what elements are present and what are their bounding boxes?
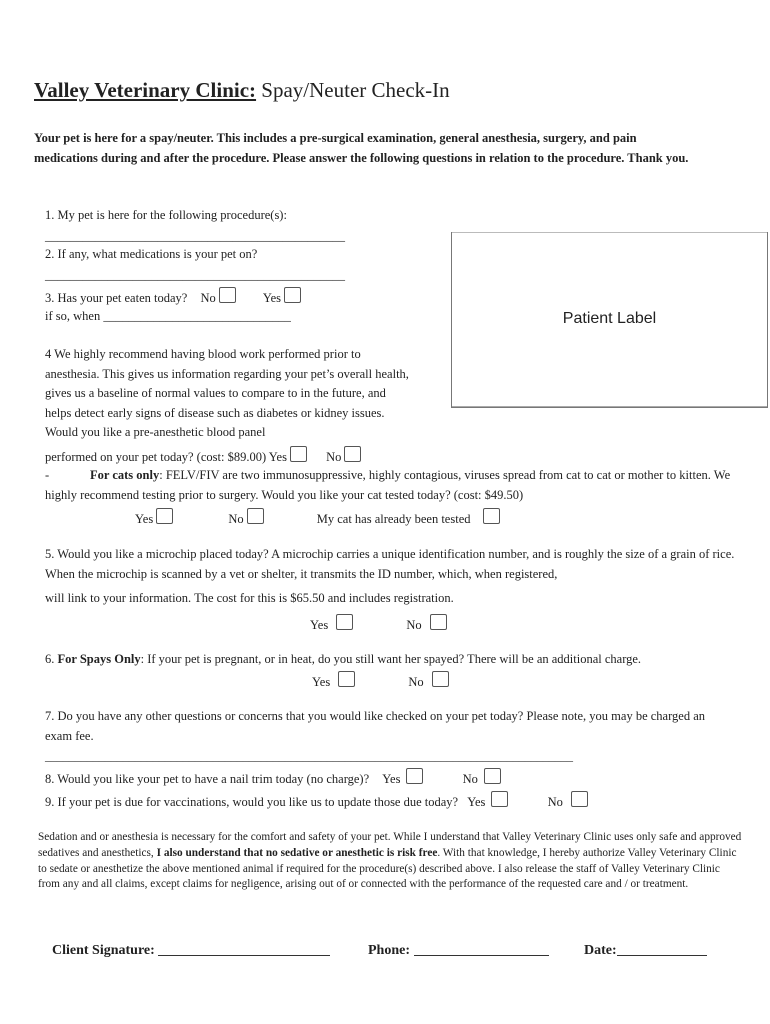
q9-row xyxy=(45,791,588,813)
sedation-text-1: Sedation and or anesthesia is necessary for the comfort and safety of your pet. While I understand that Valley Veterinary Clinic uses only safe and approved sedatives and anesthetics, xyxy=(38,831,742,859)
q6-options xyxy=(312,671,449,693)
q2-text: 2. If any, what medications is your pet on? xyxy=(45,247,258,261)
q7-answer-line[interactable]: ________________________________________________________________________________________ xyxy=(45,749,573,763)
q3-row xyxy=(45,287,301,309)
date-field[interactable] xyxy=(617,941,707,956)
q6-yes-checkbox[interactable] xyxy=(338,671,355,687)
q6-no-label: No xyxy=(408,675,424,689)
patient-label-box xyxy=(451,232,768,408)
q6-no-checkbox[interactable] xyxy=(432,671,449,687)
q3-yes-checkbox[interactable] xyxy=(284,287,301,303)
cats-dash: - xyxy=(45,468,50,482)
q3-yes-label: Yes xyxy=(262,291,282,305)
q9-text: 9. If your pet is due for vaccinations, would you like us to update those due today? xyxy=(45,795,459,809)
q4-yes-checkbox[interactable] xyxy=(290,446,307,462)
cats-tested-label: My cat has already been tested xyxy=(316,512,471,526)
q8-no-label: No xyxy=(462,772,478,786)
q5-text-cont: will link to your information. The cost for this is $65.50 and includes registration. xyxy=(45,591,454,605)
q5-options xyxy=(310,614,447,636)
cats-test-row xyxy=(135,508,500,530)
q3-no-checkbox[interactable] xyxy=(219,287,236,303)
cats-only-paragraph xyxy=(45,466,745,505)
q8-row xyxy=(45,768,501,790)
phone-label: Phone: xyxy=(368,943,410,958)
cats-yes-checkbox[interactable] xyxy=(156,508,173,524)
q8-no-checkbox[interactable] xyxy=(484,768,501,784)
q3-when-line[interactable]: if so, when ______________________________ xyxy=(45,309,291,323)
cats-tested-checkbox[interactable] xyxy=(483,508,500,524)
client-signature xyxy=(52,941,330,959)
sedation-text-2: . With that knowledge, I hereby authorize Valley Veterinary Clinic to sedate or anesthetize the above mentioned animal if required for the procedure(s) described above. I also release the staff of Valley Veterinary Clinic from any and all claims, except claims for negligence, arising out of or connected with the performance of the requested care and / or treatment. xyxy=(38,846,737,891)
phone-field[interactable] xyxy=(414,941,549,956)
q9-no-label: No xyxy=(547,795,563,809)
cats-only-label: For cats only xyxy=(90,468,160,482)
q4-text: 4 We highly recommend having blood work performed prior to anesthesia. This gives us information regarding your pet’s overall health, gives us a baseline of normal values to compare to in the future, and helps detect early signs of disease such as diabetes or kidney issues. Would you like a pre-anesthetic blood panel xyxy=(45,347,409,439)
q4-cost-text: performed on your pet today? (cost: $89.00) Yes xyxy=(45,450,287,464)
q4-no-label: No xyxy=(326,450,342,464)
q5-no-checkbox[interactable] xyxy=(430,614,447,630)
date xyxy=(584,941,707,959)
q5-yes-label: Yes xyxy=(310,618,329,632)
q8-yes-checkbox[interactable] xyxy=(406,768,423,784)
date-label: Date: xyxy=(584,943,617,958)
sedation-consent-paragraph xyxy=(38,830,743,893)
patient-label-text: Patient Label xyxy=(562,310,657,327)
q6-label: For Spays Only xyxy=(57,652,141,666)
clinic-name: Valley Veterinary Clinic: xyxy=(34,78,257,102)
q5-text: 5. Would you like a microchip placed today? A microchip carries a unique identification number, and is roughly the size of a grain of rice. When the microchip is scanned by a vet or shelter, it transmits the ID number, which, when registered, xyxy=(45,547,735,581)
q1-text: 1. My pet is here for the following procedure(s): xyxy=(45,208,287,222)
intro-paragraph: Your pet is here for a spay/neuter. This includes a pre-surgical examination, general anesthesia, surgery, and pain medications during and after the procedure. Please answer the following questions in relation to the procedure. Thank you. xyxy=(34,131,689,165)
q3-text: 3. Has your pet eaten today? xyxy=(45,291,188,305)
cats-yes-label: Yes xyxy=(135,512,154,526)
q2-answer-line[interactable]: ________________________________________________ xyxy=(45,268,345,282)
q7-text: 7. Do you have any other questions or concerns that you would like checked on your pet today? Please note, you may be charged an exam fee. xyxy=(45,709,705,743)
client-signature-label: Client Signature: xyxy=(52,943,155,958)
q9-no-checkbox[interactable] xyxy=(571,791,588,807)
client-signature-field[interactable] xyxy=(158,941,330,956)
q5-yes-checkbox[interactable] xyxy=(336,614,353,630)
q6-text-row xyxy=(45,650,641,670)
q4-cost-row xyxy=(45,446,361,468)
q6-text: : If your pet is pregnant, or in heat, do you still want her spayed? There will be an additional charge. xyxy=(140,652,642,666)
q4-no-checkbox[interactable] xyxy=(344,446,361,462)
q1-answer-line[interactable]: ________________________________________________ xyxy=(45,229,345,243)
cats-only-text: : FELV/FIV are two immunosuppressive, highly contagious, viruses spread from cat to cat or mother to kitten. We highly recommend testing prior to surgery. Would you like your cat tested today? (cost: $49.50) xyxy=(45,468,731,502)
q5-no-label: No xyxy=(406,618,422,632)
cats-no-checkbox[interactable] xyxy=(247,508,264,524)
q6-yes-label: Yes xyxy=(312,675,331,689)
phone xyxy=(368,941,549,959)
form-name: Spay/Neuter Check-In xyxy=(261,78,450,102)
q3-no-label: No xyxy=(200,291,216,305)
sedation-risk-statement: I also understand that no sedative or anesthetic is risk free xyxy=(156,846,438,859)
q8-yes-label: Yes xyxy=(382,772,401,786)
q8-text: 8. Would you like your pet to have a nail trim today (no charge)? xyxy=(45,772,370,786)
q9-yes-checkbox[interactable] xyxy=(491,791,508,807)
cats-no-label: No xyxy=(228,512,244,526)
page-title xyxy=(34,78,450,103)
q6-number: 6. xyxy=(45,652,55,666)
q9-yes-label: Yes xyxy=(467,795,486,809)
